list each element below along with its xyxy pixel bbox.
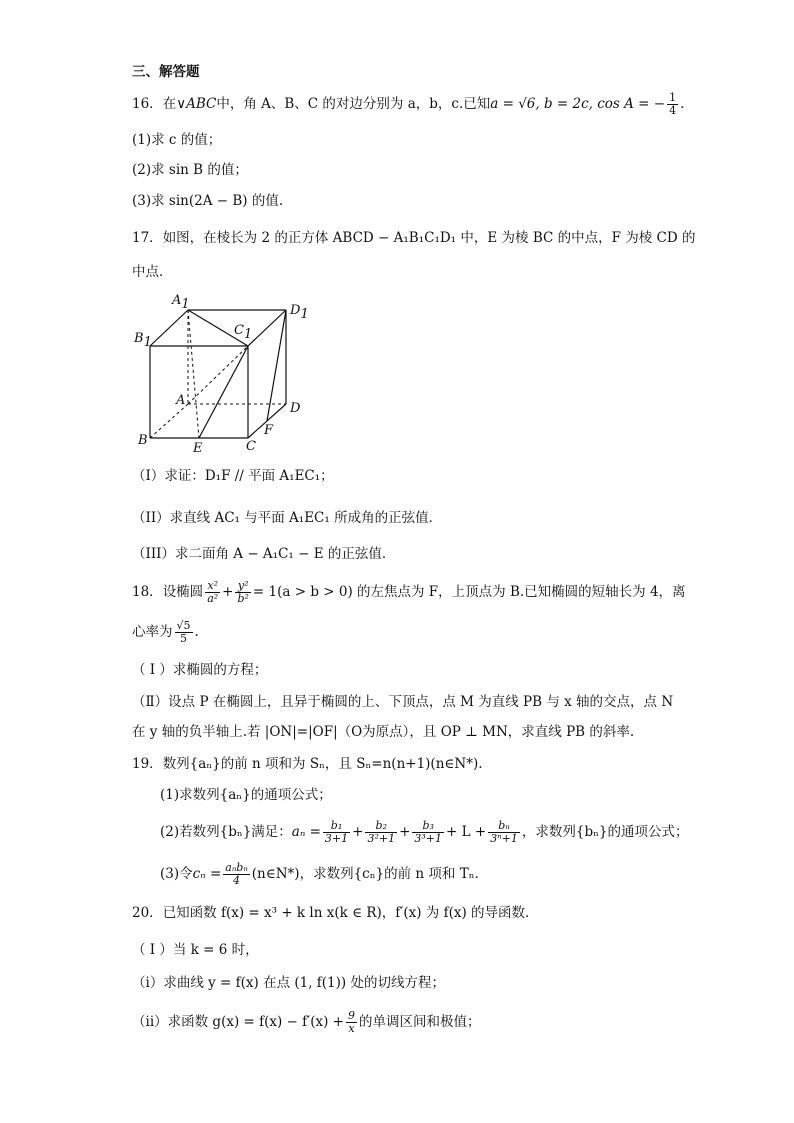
segment-D1F [267,310,286,421]
q19-dots: + L + [446,824,487,840]
q19-tn-den: 3ⁿ+1 [490,832,518,845]
q19-cn-eq: cₙ = [192,866,222,882]
label-A: A [176,393,186,408]
q18-frac-x-num: x² [205,580,220,593]
q19-number: 19． [132,756,163,772]
q19-part1: (1)求数列{aₙ}的通项公式； [160,787,332,803]
q18-frac-y-den: b² [237,592,249,605]
q19-cn-den: 4 [233,874,241,887]
q16-fraction [667,92,678,117]
q19-term1 [323,820,350,845]
q20-part1-ii-a: （ii）求函数 g(x) = f(x) − f′(x) + [132,1014,344,1030]
label-E: E [193,441,203,456]
q18-frac-x-den: a² [207,592,219,605]
q18-number: 18． [132,584,163,600]
label-B: B [138,433,148,448]
q19-stem-text: 数列{aₙ}的前 n 项和为 Sₙ，且 Sₙ=n(n+1)(n∈N*). [162,756,483,772]
q19-term3 [412,820,444,845]
q17-part2: （II）求直线 AC₁ 与平面 A₁EC₁ 所成角的正弦值． [132,510,443,526]
q20-frac-den: x [348,1022,355,1035]
edge-B1A1 [150,310,188,346]
q18-part1: （ I ）求椭圆的方程； [132,662,268,678]
q18-stem2-b: . [194,624,199,640]
q19-tn-num: bₙ [488,820,520,833]
q18-ecc-den: 5 [180,632,187,645]
q18-stem-a: 设椭圆 [162,584,204,600]
q20-stem-text: 已知函数 f(x) = x³ + k ln x(k ∈ R)，f′(x) 为 f(x) 的导函数． [162,905,539,921]
q19-an-eq: aₙ = [291,824,321,840]
q19-part3-a: (3)令 [160,866,193,882]
q16-cond-end: . [680,96,685,112]
segment-A1E-hidden [188,310,199,438]
q20-part1: （ I ）当 k = 6 时， [132,942,259,958]
q18-part2: （Ⅱ）设点 P 在椭圆上，且异于椭圆的上、下顶点，点 M 为直线 PB 与 x 轴的交点，点 N [132,694,674,710]
q19-part2: (2)若数列{bₙ}满足：aₙ = $\frac{\text{b₁}}{3+1}$ + $\frac{\text{b₂}}{\text{3²+1}}$ + $\frac{\text{b₃}}{\text{3³+1}}$ + L + $\frac{\text{bₙ}}{\text{3ⁿ+1}}$ ，求数列{bₙ}的通项公式； [160,819,689,845]
q16-stem-a: 在 [162,96,177,112]
q19-part3 [160,862,479,887]
q19-t3-num: b₃ [412,820,444,833]
q16-frac-den: 4 [669,104,677,117]
q16-stem-b: 中，角 A、B、C 的对边分别为 a，b，c.已知 [216,96,491,112]
q18-eccentricity [175,620,193,645]
q20-number: 20． [132,905,163,921]
q16-triangle: ∨ABC [176,96,217,112]
q16-number: 16． [132,96,163,112]
q20-part1-ii [132,1010,480,1035]
label-C1: C1 [234,323,253,342]
edge-AB-hidden [150,404,188,438]
section-title: 三、解答题 [132,64,200,80]
label-D: D [290,401,301,416]
segment-C1E [199,346,248,438]
q18-frac-x [205,580,220,605]
q19-cn-frac [223,862,250,887]
q18-stem-2 [132,620,199,645]
q17-stem-2: 中点． [132,264,173,280]
q19-t1-den: 3+1 [324,832,349,845]
q18-stem2-a: 心率为 [132,624,173,640]
q18-plus: + [222,584,234,600]
q16-condition: a = √6, b = 2c, cos A = − [490,96,666,112]
q18-ecc-num: √5 [176,619,191,632]
q18-part2-b: 在 y 轴的负半轴上.若 |ON|=|OF|（O为原点），且 OP ⊥ MN，求直线 PB 的斜率. [132,724,635,740]
q16-stem [132,92,684,117]
q20-frac-num: 9 [347,1009,355,1022]
segment-AC1-hidden [188,346,248,404]
cube-figure [130,288,320,458]
q18-frac-y [235,580,250,605]
q20-part1-ii-b: 的单调区间和极值； [358,1014,481,1030]
q19-term2 [365,820,397,845]
q17-part1: （I）求证：D₁F // 平面 A₁EC₁； [132,468,334,484]
q19-termn [488,820,520,845]
q17-stem [132,228,696,248]
label-D1: D1 [290,303,309,322]
q16-part1: (1)求 c 的值； [132,132,222,148]
q17-part3: （III）求二面角 A − A₁C₁ − E 的正弦值． [132,546,396,562]
q17-number: 17． [132,230,163,246]
q18-frac-y-num: y² [235,580,250,593]
q16-part2: (2)求 sin B 的值； [132,162,248,178]
label-B1: B1 [134,331,152,350]
q16-frac-num: 1 [669,91,677,104]
q20-part1-i: （i）求曲线 y = f(x) 在点 (1, f(1)) 处的切线方程； [132,975,445,991]
q19-t3-den: 3³+1 [414,832,443,845]
q19-part3-b: (n∈N*)，求数列{cₙ}的前 n 项和 Tₙ. [251,866,479,882]
q19-stem [132,754,483,774]
q20-frac [346,1010,357,1035]
q18-stem-b: = 1(a > b > 0) 的左焦点为 F，上顶点为 B.已知椭圆的短轴长为 4，离 [252,584,686,600]
q19-cn-num: aₙbₙ [225,861,248,874]
q19-part2-b: ，求数列{bₙ}的通项公式； [521,824,689,840]
q19-t2-num: b₂ [365,820,397,833]
label-A1: A1 [172,293,190,312]
q19-t2-den: 3²+1 [367,832,396,845]
label-C: C [246,439,256,454]
q17-stem-text: 如图，在棱长为 2 的正方体 ABCD − A₁B₁C₁D₁ 中，E 为棱 BC 的中点，F 为棱 CD 的 [162,230,696,246]
q16-part3: (3)求 sin(2A − B) 的值. [132,193,284,209]
q20-stem [132,903,539,923]
label-F: F [264,423,274,438]
q19-part2-a: (2)若数列{bₙ}满足： [160,824,292,840]
q18-stem [132,580,686,605]
q19-t1-num: b₁ [323,820,350,833]
